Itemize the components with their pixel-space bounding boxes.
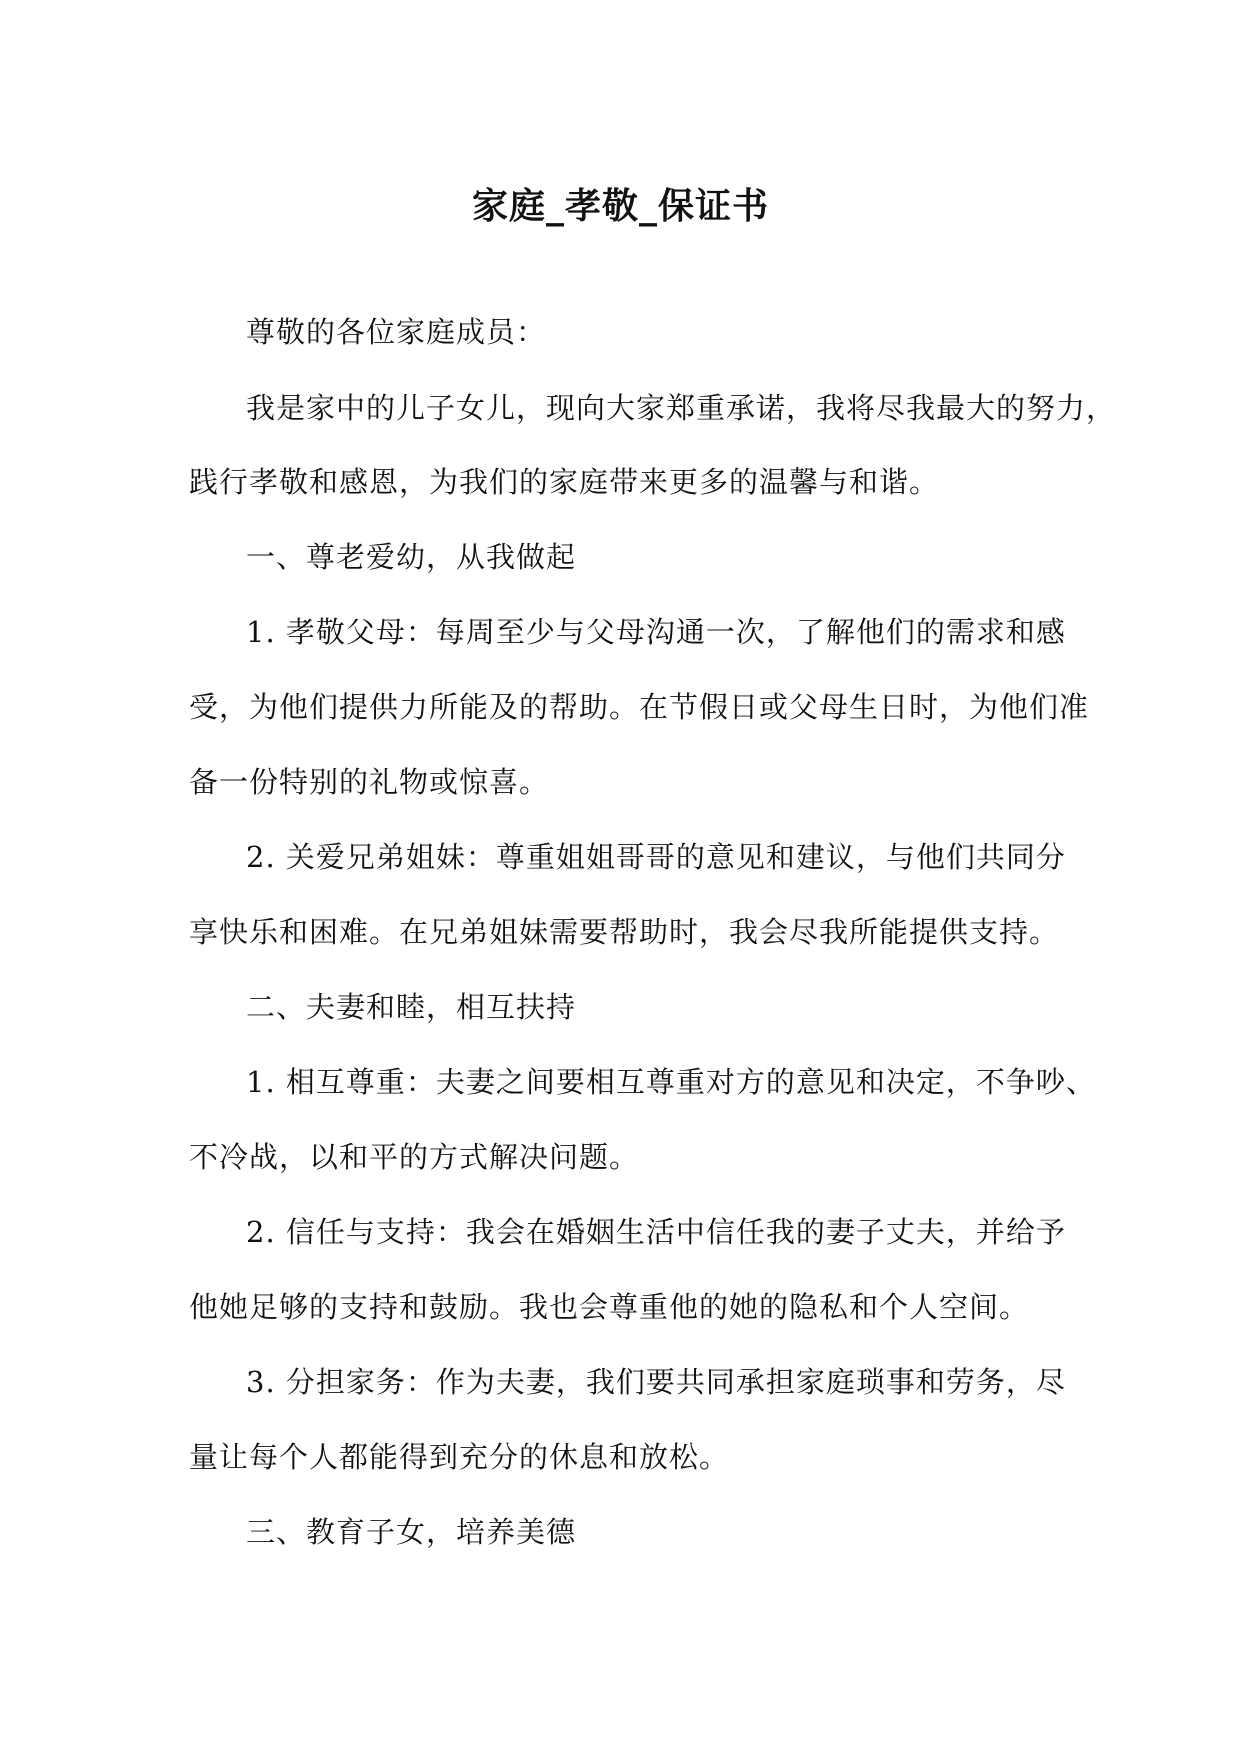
paragraph-line: 2. 关爱兄弟姐妹：尊重姐姐哥哥的意见和建议，与他们共同分 — [246, 840, 1066, 874]
paragraph-line: 我是家中的儿子女儿，现向大家郑重承诺，我将尽我最大的努力， — [246, 391, 1117, 425]
paragraph-line: 享快乐和困难。在兄弟姐妹需要帮助时，我会尽我所能提供支持。 — [189, 915, 1060, 949]
document-title: 家庭_孝敬_保证书 — [471, 185, 769, 227]
paragraph-line: 1. 相互尊重：夫妻之间要相互尊重对方的意见和决定，不争吵、 — [246, 1065, 1096, 1099]
paragraph-line: 他她足够的支持和鼓励。我也会尊重他的她的隐私和个人空间。 — [189, 1290, 1030, 1324]
paragraph-line: 践行孝敬和感恩，为我们的家庭带来更多的温馨与和谐。 — [189, 465, 940, 499]
paragraph-line: 受，为他们提供力所能及的帮助。在节假日或父母生日时，为他们准 — [189, 690, 1090, 724]
section-heading: 一、尊老爱幼，从我做起 — [246, 540, 577, 574]
paragraph-line: 不冷战，以和平的方式解决问题。 — [189, 1140, 640, 1174]
paragraph-line: 备一份特别的礼物或惊喜。 — [189, 765, 550, 799]
paragraph-line: 2. 信任与支持：我会在婚姻生活中信任我的妻子丈夫，并给予 — [246, 1215, 1066, 1249]
section-heading: 三、教育子女，培养美德 — [246, 1515, 577, 1549]
paragraph-line: 量让每个人都能得到充分的休息和放松。 — [189, 1440, 730, 1474]
salutation: 尊敬的各位家庭成员： — [246, 315, 547, 349]
paragraph-line: 3. 分担家务：作为夫妻，我们要共同承担家庭琐事和劳务，尽 — [246, 1365, 1066, 1399]
paragraph-line: 1. 孝敬父母：每周至少与父母沟通一次，了解他们的需求和感 — [246, 615, 1066, 649]
section-heading: 二、夫妻和睦，相互扶持 — [246, 990, 577, 1024]
